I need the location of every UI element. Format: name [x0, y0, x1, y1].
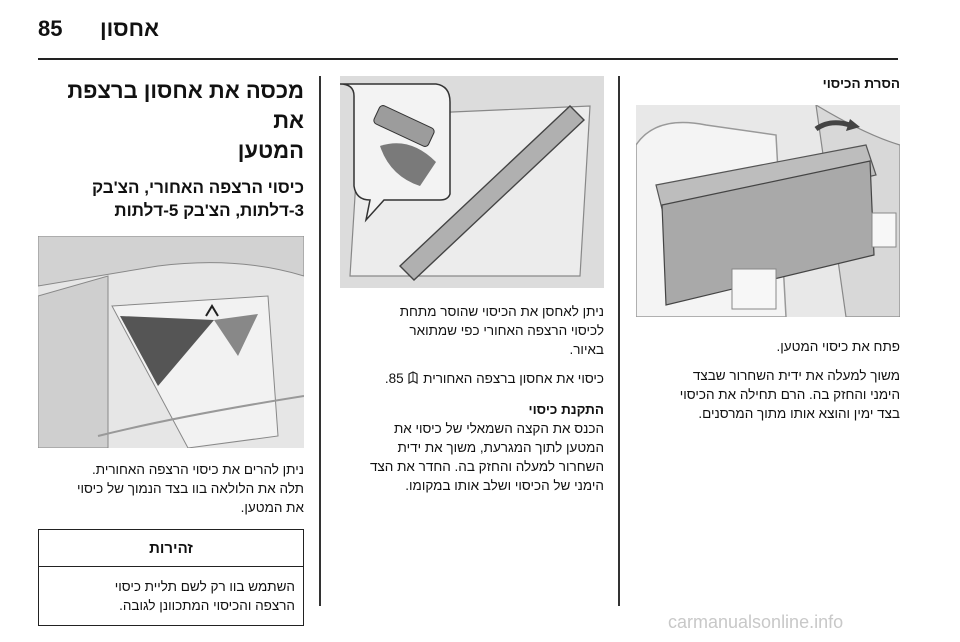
column-removal	[620, 76, 900, 423]
floor-cover-subtitle	[38, 176, 304, 222]
text-line: הימני והחזק בה. הרם תחילה את הכיסוי	[679, 387, 900, 402]
title-line: מכסה את אחסון ברצפת את	[67, 78, 304, 133]
storage-reference	[336, 369, 604, 388]
column-divider-left	[319, 76, 321, 606]
figure-floor-cover	[38, 236, 304, 448]
floor-cover-text	[38, 460, 304, 517]
book-reference-icon	[407, 371, 419, 385]
figure-cover-removal	[636, 105, 900, 317]
section-title: אחסון	[100, 16, 160, 41]
text-line: לכיסוי הרצפה האחורי כפי שמתואר	[409, 323, 604, 338]
removal-step-1: פתח את כיסוי המטען.	[776, 339, 900, 354]
warning-text	[39, 567, 303, 625]
page-number: 85	[38, 16, 63, 41]
text-line: המטען לתוך המגרעת, משוך את ידית	[397, 440, 604, 455]
removal-step-2	[620, 366, 900, 423]
text-line: השחרור למעלה והחזק בה. החדר את הצד	[369, 459, 604, 474]
warning-title: זהירות	[39, 530, 303, 567]
text-line: משוך למעלה את ידית השחרור שבצד	[692, 368, 900, 383]
text-line: את המטען.	[240, 500, 304, 515]
install-text	[336, 419, 604, 495]
floor-storage-title	[38, 76, 304, 166]
figure-cover-storage	[340, 76, 604, 288]
reference-text: כיסוי את אחסון ברצפה האחורית	[423, 371, 604, 386]
column-storage	[336, 76, 604, 495]
storage-text	[336, 302, 604, 359]
text-line: השתמש בוו רק לשם תליית כיסוי	[114, 579, 295, 594]
subtitle-line: כיסוי הרצפה האחורי, הצ'בק	[91, 178, 304, 197]
title-line: המטען	[237, 138, 304, 163]
text-line: תלה את הלולאה בוו בצד הנמוך של כיסוי	[77, 481, 304, 496]
text-line: הימני של הכיסוי ושלב אותו במקומו.	[405, 478, 604, 493]
reference-page: 85.	[384, 371, 404, 386]
subtitle-line: 3-דלתות, הצ'בק 5-דלתות	[114, 201, 304, 220]
text-line: ניתן להרים את כיסוי הרצפה האחורית.	[92, 462, 304, 477]
text-line: הכנס את הקצה השמאלי של כיסוי את	[393, 421, 604, 436]
text-line: ניתן לאחסן את הכיסוי שהוסר מתחת	[399, 304, 604, 319]
install-heading: התקנת כיסוי	[528, 402, 604, 417]
watermark: carmanualsonline.info	[668, 612, 844, 632]
column-floor-storage	[38, 76, 304, 626]
warning-box	[38, 529, 304, 626]
text-line: בצד ימין והוצא אותו מתוך המרסנים.	[698, 406, 900, 421]
text-line: באיור.	[569, 342, 604, 357]
removal-heading: הסרת הכיסוי	[822, 76, 900, 91]
text-line: הרצפה והכיסוי המתכוונן לגובה.	[119, 598, 295, 613]
header-rule	[38, 58, 898, 60]
